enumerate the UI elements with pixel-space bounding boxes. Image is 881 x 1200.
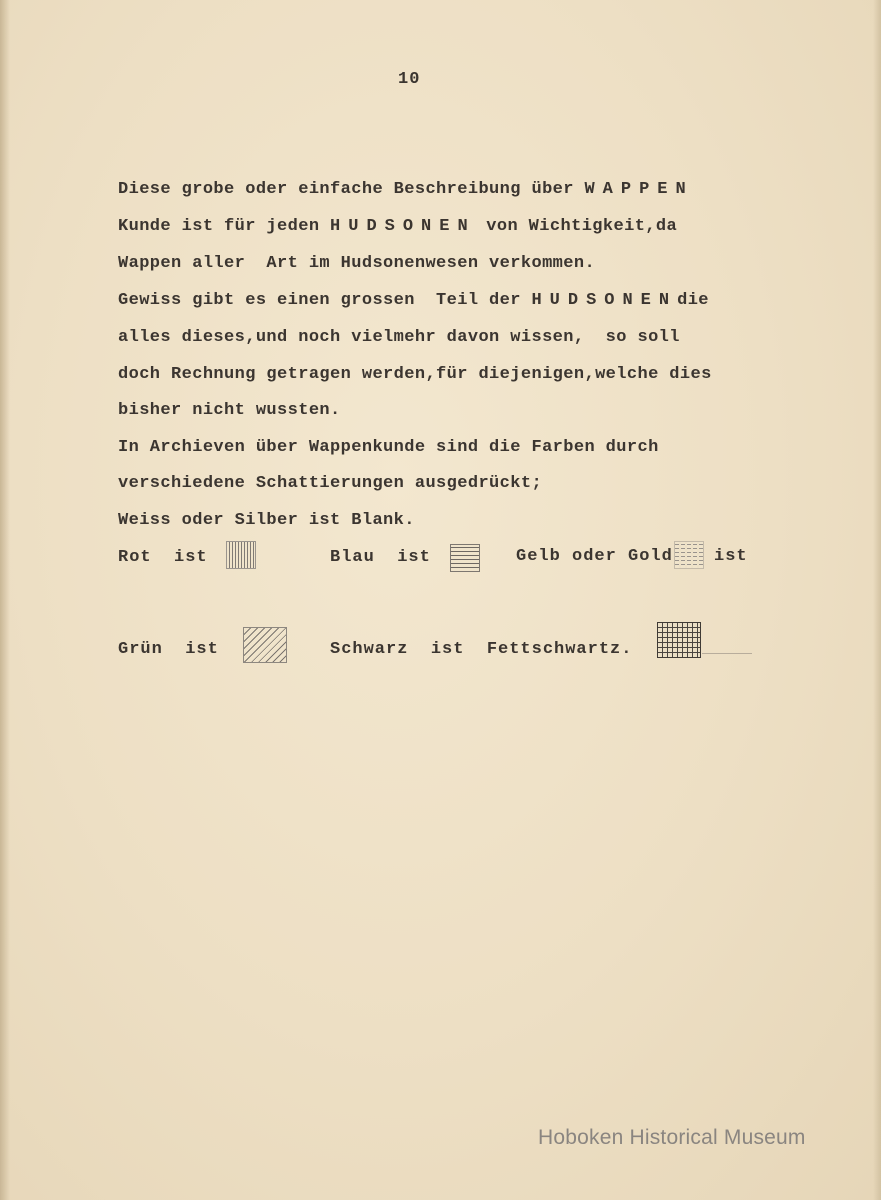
pencil-mark <box>702 653 752 654</box>
legend-gruen-label: Grün ist <box>118 640 219 659</box>
emphasis-hudsonen-2: HUDSONEN <box>531 291 678 310</box>
page-number: 10 <box>398 70 421 89</box>
hatching-gelb-swatch <box>674 541 704 569</box>
hatching-gruen-swatch <box>243 627 287 663</box>
text-line-9: verschiedene Schattierungen ausgedrückt; <box>118 474 543 493</box>
legend-rot-label: Rot ist <box>118 548 208 567</box>
legend-blau-label: Blau ist <box>330 548 431 567</box>
watermark: Hoboken Historical Museum <box>538 1126 806 1149</box>
text-line-3: Wappen aller Art im Hudsonenwesen verkommen. <box>118 254 596 273</box>
text-line-1: Diese grobe oder einfache Beschreibung über WAPPEN <box>118 180 694 199</box>
text-line-6: doch Rechnung getragen werden,für diejenigen,welche dies <box>118 365 712 384</box>
text-line-2: Kunde ist für jeden HUDSONEN von Wichtigkeit,da <box>118 217 678 236</box>
text-line-5: alles dieses,und noch vielmehr davon wissen, so soll <box>118 328 680 347</box>
text-line-7: bisher nicht wussten. <box>118 401 341 420</box>
text-line-4: Gewiss gibt es einen grossen Teil der HUDSONENdie <box>118 291 709 310</box>
paper-edge-right <box>873 0 881 1200</box>
hatching-rot-swatch <box>226 541 256 569</box>
emphasis-hudsonen: HUDSONEN <box>330 217 476 236</box>
legend-gelb-ist: ist <box>714 547 748 566</box>
text-line-8: In Archieven über Wappenkunde sind die Farben durch <box>118 438 659 457</box>
hatching-blau-swatch <box>450 544 480 572</box>
hatching-schwarz-swatch <box>657 622 701 658</box>
legend-schwarz-label: Schwarz ist Fettschwartz. <box>330 640 633 659</box>
text-line-10: Weiss oder Silber ist Blank. <box>118 511 415 530</box>
paper-edge-left <box>0 0 10 1200</box>
emphasis-wappen: WAPPEN <box>584 180 694 199</box>
legend-gelb-label: Gelb oder Gold <box>516 547 673 566</box>
